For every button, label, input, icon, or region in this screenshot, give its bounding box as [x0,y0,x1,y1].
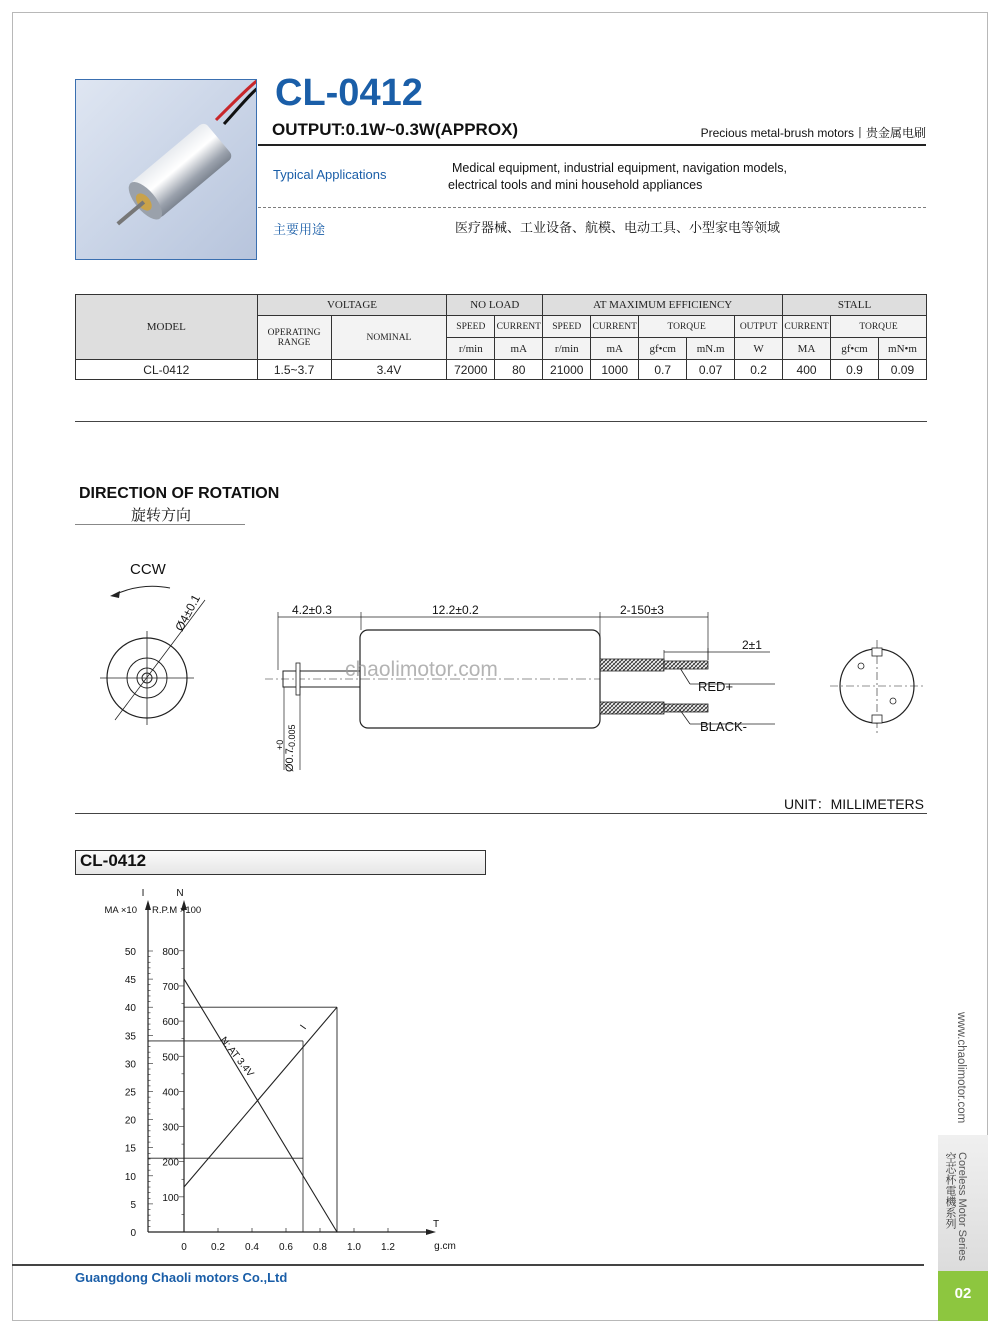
unit-st-current: MA [783,338,831,360]
rotation-title-cn: 旋转方向 [131,507,192,524]
unit-divider [75,813,927,814]
header-rule [258,144,926,146]
website: www.chaolimotor.com [955,1012,967,1124]
y-right-axis-top-label: N [176,888,184,899]
unit-me-output: W [735,338,783,360]
y-right-tick-label: 500 [162,1052,179,1064]
cell-model: CL-0412 [76,360,258,380]
series-cn: 空芯杯電機系列 [944,1152,956,1229]
y-right-tick-label: 400 [162,1087,179,1099]
applications-line-1: Medical equipment, industrial equipment, navigation models, [452,161,787,175]
y-right-axis-label: R.P.M ×100 [152,905,202,916]
col-nl-current: CURRENT [495,316,543,338]
cell-nominal: 3.4V [331,360,447,380]
y-left-tick-label: 50 [124,947,136,958]
y-left-tick-label: 30 [124,1059,136,1071]
current-line [184,1007,337,1187]
page-number: 02 [938,1271,988,1321]
applications-label-en: Typical Applications [273,167,387,182]
col-me-speed: SPEED [543,316,591,338]
col-me-torque: TORQUE [639,316,735,338]
cell-me-torque-gf: 0.7 [639,360,687,380]
cell-st-current: 400 [783,360,831,380]
cell-me-current: 1000 [591,360,639,380]
x-tick-label: 0 [181,1242,187,1253]
applications-line-2: electrical tools and mini household appliances [448,178,703,192]
spec-table [75,294,927,380]
shaft-tolerance-lower: -0.005 [287,724,297,750]
model-title: CL-0412 [275,72,423,114]
chart-title: CL-0412 [80,851,147,870]
dim-body-length: 12.2±0.2 [432,603,479,617]
y-left-tick-label: 40 [124,1003,136,1015]
dim-shaft-length: 4.2±0.3 [292,603,332,617]
output-range: OUTPUT:0.1W~0.3W(APPROX) [272,120,519,139]
black-lead-label: BLACK- [700,719,747,734]
cell-me-output: 0.2 [735,360,783,380]
y-left-tick-label: 15 [124,1143,136,1155]
unit-me-speed: r/min [543,338,591,360]
current-line-label: I [298,1023,310,1032]
y-right-tick-label: 100 [162,1192,179,1204]
y-left-tick-label: 45 [124,975,136,987]
series-en: Coreless Motor Series [956,1152,968,1261]
x-tick-label: 1.0 [347,1242,361,1253]
y-left-tick-label: 0 [130,1228,136,1239]
shaft-tolerance-upper: +0 [275,739,285,750]
col-me-output: OUTPUT [735,316,783,338]
col-stall: STALL [783,295,927,316]
table-row [76,360,927,380]
end-view-rear [830,640,925,735]
speed-line-label: N: AT 3.4V [217,1035,256,1080]
col-voltage: VOLTAGE [257,295,447,316]
unit-me-torque-mn: mN.m [687,338,735,360]
unit-st-torque-gf: gf•cm [831,338,879,360]
y-left-axis-top-label: I [141,888,145,899]
applications-text-en [448,160,787,194]
y-left-axis-label: MA ×10 [104,905,137,916]
company-name: Guangdong Chaoli motors Co.,Ltd [75,1270,288,1285]
x-tick-label: 0.8 [313,1242,327,1253]
y-left-tick-label: 20 [124,1115,136,1127]
shaft-diameter: Ø0.7 [284,748,296,772]
col-st-current: CURRENT [783,316,831,338]
unit-st-torque-mn: mN•m [878,338,926,360]
speed-line [184,979,337,1232]
unit-label: UNIT：MILLIMETERS [783,796,924,812]
cell-operating-range: 1.5~3.7 [257,360,331,380]
col-operating-range: OPERATING RANGE [257,316,331,360]
y-left-tick-label: 25 [124,1087,136,1099]
cell-me-speed: 21000 [543,360,591,380]
y-left-tick-label: 35 [124,1031,136,1043]
rotation-title: DIRECTION OF ROTATION [79,485,280,502]
col-model: MODEL [76,295,258,360]
technical-drawing [0,550,1000,790]
col-no-load: NO LOAD [447,295,543,316]
divider-dotted [258,207,926,208]
col-st-torque: TORQUE [831,316,927,338]
y-left-tick-label: 5 [130,1199,136,1211]
dim-strip-length: 2±1 [742,638,762,652]
x-tick-label: 0.2 [211,1242,225,1253]
footer-rule [12,1264,924,1266]
col-nominal: NOMINAL [331,316,447,360]
y-right-tick-label: 200 [162,1157,179,1169]
col-max-eff: AT MAXIMUM EFFICIENCY [543,295,783,316]
y-right-tick-label: 600 [162,1017,179,1029]
y-right-tick-label: 700 [162,981,179,993]
applications-label-cn: 主要用途 [273,222,326,237]
motor-type: Precious metal-brush motors丨贵金属电刷 [700,126,926,140]
watermark: chaolimotor.com [345,658,498,681]
y-axis-current-arrow [145,900,151,910]
y-right-tick-label: 800 [162,946,179,958]
cell-nl-current: 80 [495,360,543,380]
applications-text-cn: 医疗器械、工业设备、航模、电动工具、小型家电等领域 [455,220,781,235]
performance-chart [0,880,500,1260]
unit-nl-speed: r/min [447,338,495,360]
x-tick-label: 0.6 [279,1242,293,1253]
y-right-tick-label: 300 [162,1122,179,1134]
unit-me-torque-gf: gf•cm [639,338,687,360]
product-photo [75,79,257,260]
x-tick-label: 0.4 [245,1242,259,1253]
cell-st-torque-gf: 0.9 [831,360,879,380]
x-axis-label-t: T [432,1219,440,1230]
cell-st-torque-mn: 0.09 [878,360,926,380]
red-lead-label: RED+ [698,679,734,694]
x-tick-label: 1.2 [381,1242,395,1253]
cell-me-torque-mn: 0.07 [687,360,735,380]
rotation-underline [75,524,245,525]
x-axis-label-unit: g.cm [434,1241,456,1252]
y-left-tick-label: 10 [124,1171,136,1183]
unit-me-current: mA [591,338,639,360]
col-me-current: CURRENT [591,316,639,338]
cell-nl-speed: 72000 [447,360,495,380]
ccw-label: CCW [130,561,166,578]
motor-illustration [76,80,256,259]
diameter-label: Ø4±0.1 [172,592,204,634]
col-nl-speed: SPEED [447,316,495,338]
dim-lead-length: 2-150±3 [620,603,664,617]
unit-nl-current: mA [495,338,543,360]
section-divider [75,421,927,422]
